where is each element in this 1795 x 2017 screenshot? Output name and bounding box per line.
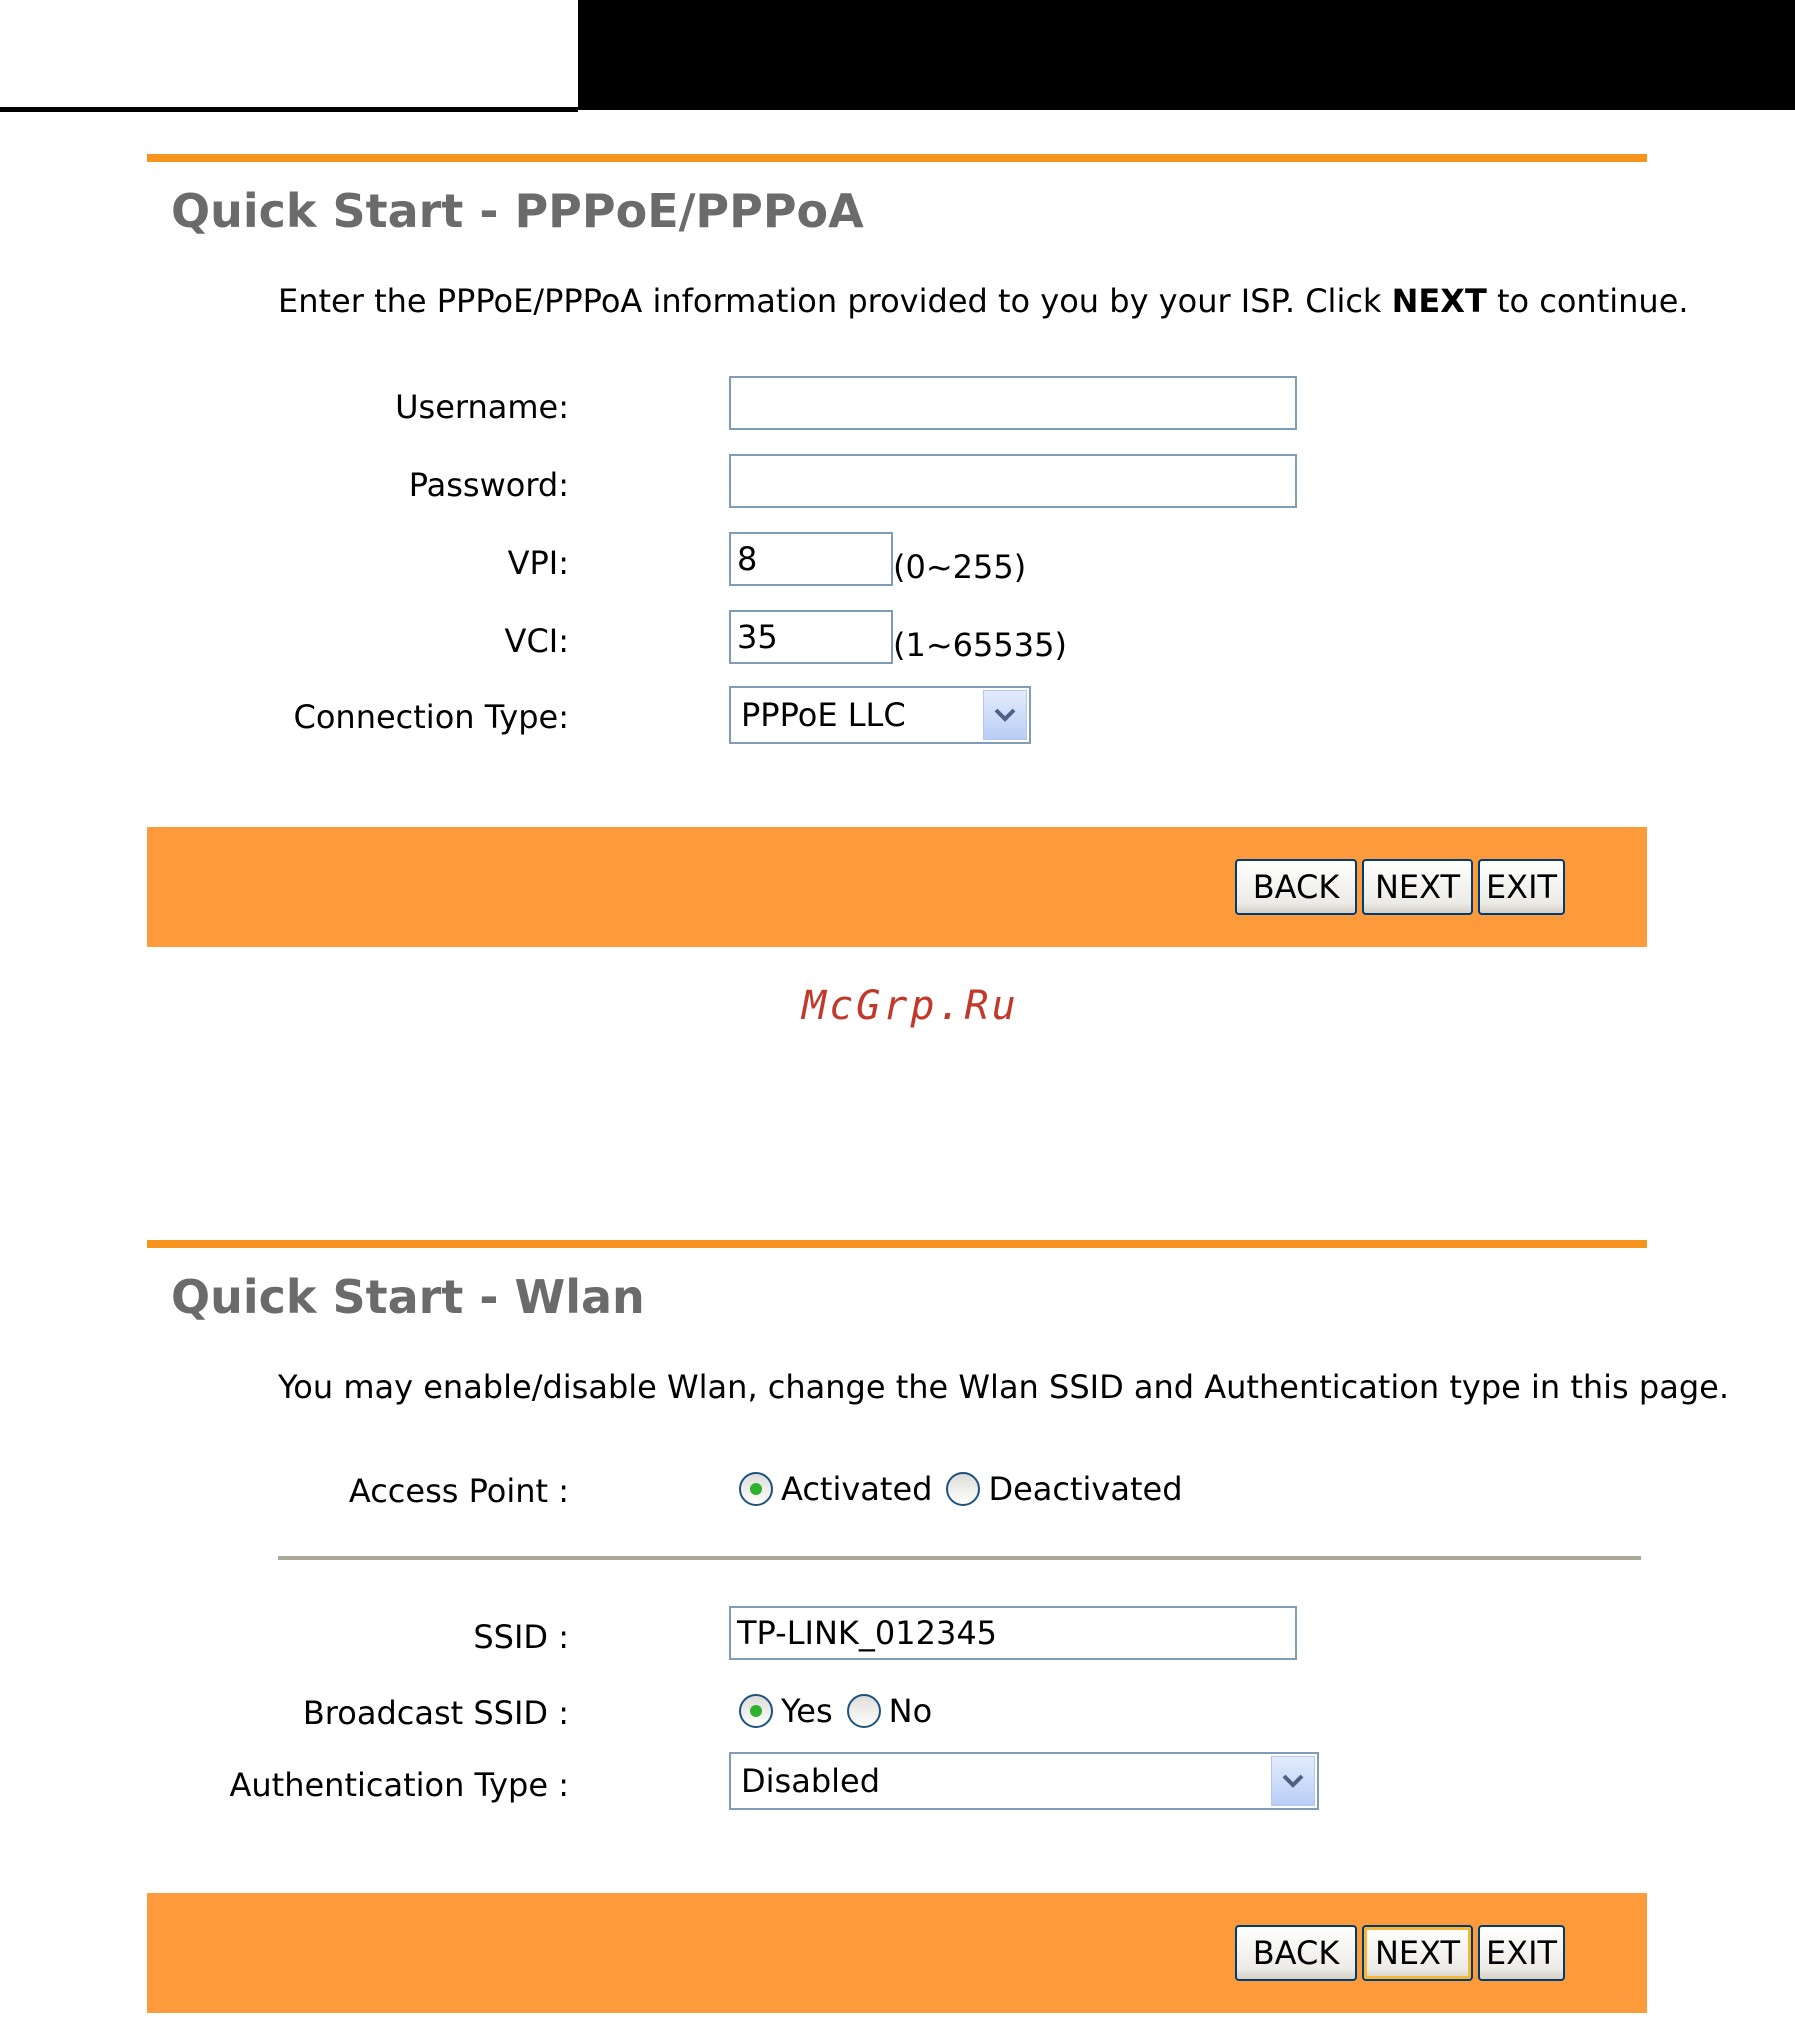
connection-type-value: PPPoE LLC [741,696,906,734]
ssid-row [147,1606,1647,1666]
radio-deactivated-label: Deactivated [988,1470,1183,1508]
top-divider [147,154,1647,162]
username-row [147,376,1647,436]
vci-input[interactable] [729,610,893,664]
broadcast-ssid-label: Broadcast SSID : [302,1694,569,1732]
intro-text: You may enable/disable Wlan, change the Wlan SSID and Authentication type in this page. [278,1368,1729,1406]
connection-type-select[interactable] [729,686,1031,744]
radio-deactivated[interactable] [946,1472,980,1506]
radio-yes-label: Yes [781,1692,833,1730]
auth-type-row [147,1752,1647,1812]
vpi-input[interactable] [729,532,893,586]
vci-label: VCI: [504,622,569,660]
vci-range-hint: (1~65535) [893,626,1067,664]
access-point-row [147,1462,1647,1522]
vpi-row [147,532,1647,592]
pppoe-section [147,154,1689,949]
broadcast-ssid-row [147,1684,1647,1744]
wlan-section [147,1240,1729,2015]
radio-yes[interactable] [739,1694,773,1728]
header-line [0,107,580,112]
connection-type-label: Connection Type: [293,698,569,736]
chevron-down-icon[interactable] [1271,1756,1315,1806]
watermark: McGrp.Ru [802,983,1019,1029]
radio-selected-dot [750,1705,762,1717]
top-divider [147,1240,1647,1248]
password-input[interactable] [729,454,1297,508]
next-button[interactable]: NEXT [1362,1925,1473,1981]
broadcast-radio-group [739,1692,946,1730]
exit-button[interactable]: EXIT [1478,1925,1565,1981]
vci-row [147,610,1647,670]
auth-type-value: Disabled [741,1762,881,1800]
header-strip [578,110,1795,114]
section-divider [278,1556,1641,1560]
radio-activated-label: Activated [781,1470,933,1508]
button-bar [147,827,1647,947]
access-point-radio-group [739,1470,1197,1508]
radio-activated[interactable] [739,1472,773,1506]
radio-selected-dot [750,1483,762,1495]
vpi-label: VPI: [507,544,569,582]
back-button[interactable]: BACK [1235,859,1357,915]
back-button[interactable]: BACK [1235,1925,1357,1981]
ssid-input[interactable] [729,1606,1297,1660]
page-title: Quick Start - Wlan [171,1270,645,1324]
connection-type-row [147,686,1647,746]
vpi-range-hint: (0~255) [893,548,1027,586]
chevron-down-icon[interactable] [983,690,1027,740]
username-label: Username: [395,388,569,426]
auth-type-select[interactable] [729,1752,1319,1810]
password-label: Password: [408,466,569,504]
header-black-band [578,0,1795,114]
radio-no[interactable] [847,1694,881,1728]
radio-no-label: No [888,1692,933,1730]
intro-text: Enter the PPPoE/PPPoA information provided to you by your ISP. Click NEXT to continue. [278,282,1689,320]
page-title: Quick Start - PPPoE/PPPoA [171,184,864,238]
auth-type-label: Authentication Type : [229,1766,569,1804]
next-button[interactable]: NEXT [1362,859,1473,915]
exit-button[interactable]: EXIT [1478,859,1565,915]
ssid-label: SSID : [473,1618,569,1656]
username-input[interactable] [729,376,1297,430]
password-row [147,454,1647,514]
button-bar [147,1893,1647,2013]
access-point-label: Access Point : [348,1472,569,1510]
